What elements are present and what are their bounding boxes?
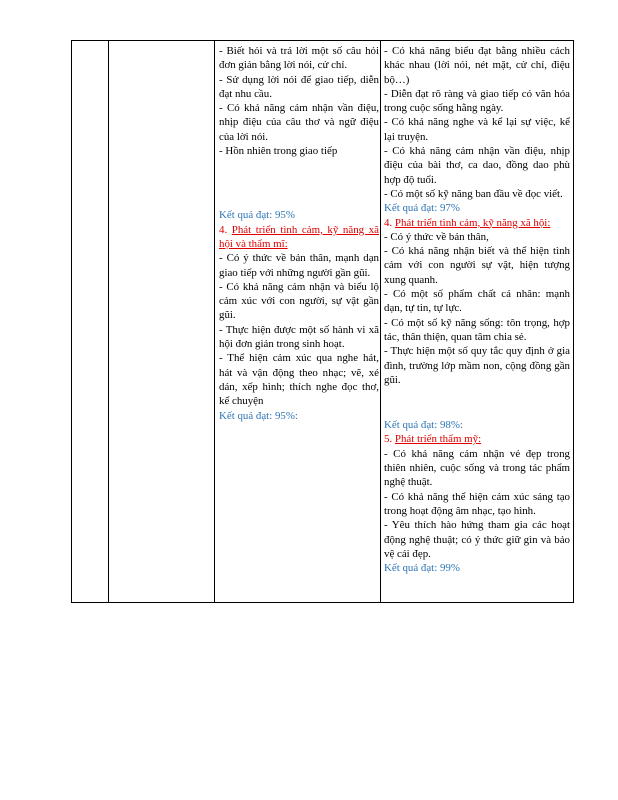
right-result-2: Kết quả đạt: 98%: (384, 419, 463, 432)
column-divider-3 (380, 41, 381, 602)
right-section-4-line: - Thực hiện một số quy tắc quy định ở gia đình, trường lớp mầm non, cộng đồng gần gũi. (384, 345, 570, 386)
right-section-5-line: - Yêu thích hào hứng tham gia các hoạt động nghệ thuật; có ý thức giữ gìn và bảo vệ cái đẹp. (384, 519, 570, 560)
right-section-4-title (384, 216, 570, 230)
left-intro-line: - Sử dụng lời nói để giao tiếp, diễn đạt nhu cầu. (219, 73, 379, 100)
right-section-5-line: - Có khả năng thể hiện cảm xúc sáng tạo trong hoạt động âm nhạc, tạo hình. (384, 490, 570, 517)
section-heading: Phát triển tình cảm, kỹ năng xã hội: (394, 216, 551, 229)
right-result-3: Kết quả đạt: 99% (384, 562, 460, 575)
left-intro-line: - Biết hỏi và trả lời một số câu hỏi đơn giản bằng lời nói, cử chỉ. (219, 45, 379, 72)
right-intro-line: - Có khả năng nghe và kể lại sự việc, kể lại truyện. (384, 116, 570, 143)
column-divider-1 (108, 41, 109, 602)
right-result-1: Kết quả đạt: 97% (384, 202, 460, 215)
evaluation-table (71, 40, 574, 603)
right-section-4-line: - Có một số phẩm chất cá nhân: mạnh dạn, tự tin, tự lực. (384, 288, 570, 315)
section-number: 4. (219, 223, 232, 236)
left-section-4-line: - Có ý thức về bản thân, mạnh dạn giao tiếp với những người gần gũi. (219, 252, 379, 279)
right-intro-line: - Có khả năng biểu đạt bằng nhiều cách khác nhau (lời nói, nét mặt, cử chỉ, điệu bộ…) (384, 45, 570, 86)
left-section-4-title (219, 223, 379, 252)
left-section-4-line: - Thực hiện được một số hành vi xã hội đơn giản trong sinh hoạt. (219, 323, 379, 351)
right-section-5-title (384, 432, 570, 446)
column-divider-2 (214, 41, 215, 602)
left-result-1: Kết quả đạt: 95% (219, 209, 295, 222)
section-number: 4. (384, 216, 395, 229)
left-section-4-line: - Có khả năng cảm nhận và biểu lộ cảm xúc với con người, sự vật gần gũi. (219, 280, 379, 322)
right-intro-line: - Có một số kỹ năng ban đầu về đọc viết. (384, 187, 563, 200)
section-heading: Phát triển thẩm mỹ: (394, 433, 482, 446)
section-number: 5. (384, 433, 395, 446)
left-intro-line: - Hồn nhiên trong giao tiếp (219, 145, 338, 158)
left-criteria-column (219, 44, 379, 423)
right-section-4-line: - Có ý thức về bản thân, (384, 230, 489, 243)
section-heading: Phát triển tình cảm, kỹ năng xã hội và thẩm mĩ: (219, 223, 379, 250)
left-section-4-line: - Thể hiện cảm xúc qua nghe hát, hát và vận động theo nhạc; vẽ, xé dán, xếp hình; thích nghe đọc thơ, kể chuyện (219, 352, 379, 408)
right-intro-line: - Diễn đạt rõ ràng và giao tiếp có văn hóa trong cuộc sống hằng ngày. (384, 87, 570, 115)
right-section-4-line: - Có khả năng nhận biết và thể hiện tình cảm với con người sự vật, hiện tượng xung quanh. (384, 245, 570, 286)
left-intro-line: - Có khả năng cảm nhận vần điệu, nhịp điệu của câu thơ và ngữ điệu của lời nói. (219, 102, 379, 143)
left-result-2: Kết quả đạt: 95%: (219, 409, 298, 422)
right-intro-line: - Có khả năng cảm nhận vần điệu, nhịp điệu của bài thơ, ca dao, đồng dao phù hợp độ tuổi. (384, 145, 570, 186)
right-section-5-line: - Có khả năng cảm nhận vẻ đẹp trong thiên nhiên, cuộc sống và trong tác phẩm nghệ thuật. (384, 447, 570, 489)
right-section-4-line: - Có một số kỹ năng sống: tôn trọng, hợp tác, thân thiện, quan tâm chia sẻ. (384, 316, 570, 343)
right-criteria-column (384, 44, 570, 575)
